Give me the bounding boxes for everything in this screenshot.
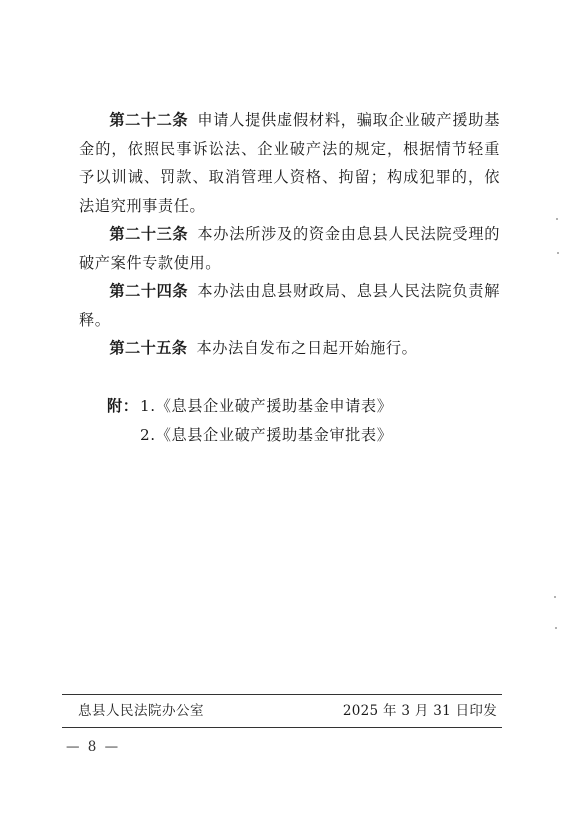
scan-speck <box>556 218 558 220</box>
footer-rule-top <box>62 694 502 695</box>
footer-rule-bottom <box>62 727 502 728</box>
attachment-item <box>107 421 393 450</box>
attachment-item <box>107 392 393 421</box>
article-number: 第二十五条 <box>109 339 188 357</box>
scan-speck <box>557 252 559 254</box>
article-text: 本办法所涉及的资金由息县人民法院受理的破产案件专款使用。 <box>79 225 500 272</box>
footer-print-date: 2025 年 3 月 31 日印发 <box>342 703 497 719</box>
document-body <box>79 106 500 363</box>
page-number: — 8 — <box>66 739 121 755</box>
article-25 <box>79 334 500 363</box>
scan-speck <box>554 596 556 598</box>
article-number: 第二十四条 <box>109 282 189 300</box>
attachment-title: 2.《息县企业破产援助基金审批表》 <box>140 426 393 444</box>
attachments-label: 附： <box>107 397 139 415</box>
scan-speck <box>555 627 557 629</box>
article-text: 申请人提供虚假材料，骗取企业破产援助基金的，依照民事诉讼法、企业破产法的规定，根据情节轻重予以训诫、罚款、取消管理人资格、拘留；构成犯罪的，依法追究刑事责任。 <box>79 111 500 215</box>
article-24 <box>79 277 500 334</box>
article-23 <box>79 220 500 277</box>
article-text: 本办法由息县财政局、息县人民法院负责解释。 <box>79 282 500 329</box>
article-22 <box>79 106 500 220</box>
footer-issuer: 息县人民法院办公室 <box>78 703 204 719</box>
article-number: 第二十二条 <box>109 111 189 129</box>
article-text: 本办法自发布之日起开始施行。 <box>196 339 418 357</box>
attachment-title: 1.《息县企业破产援助基金申请表》 <box>140 397 393 415</box>
attachments-list <box>107 392 393 450</box>
article-number: 第二十三条 <box>109 225 189 243</box>
